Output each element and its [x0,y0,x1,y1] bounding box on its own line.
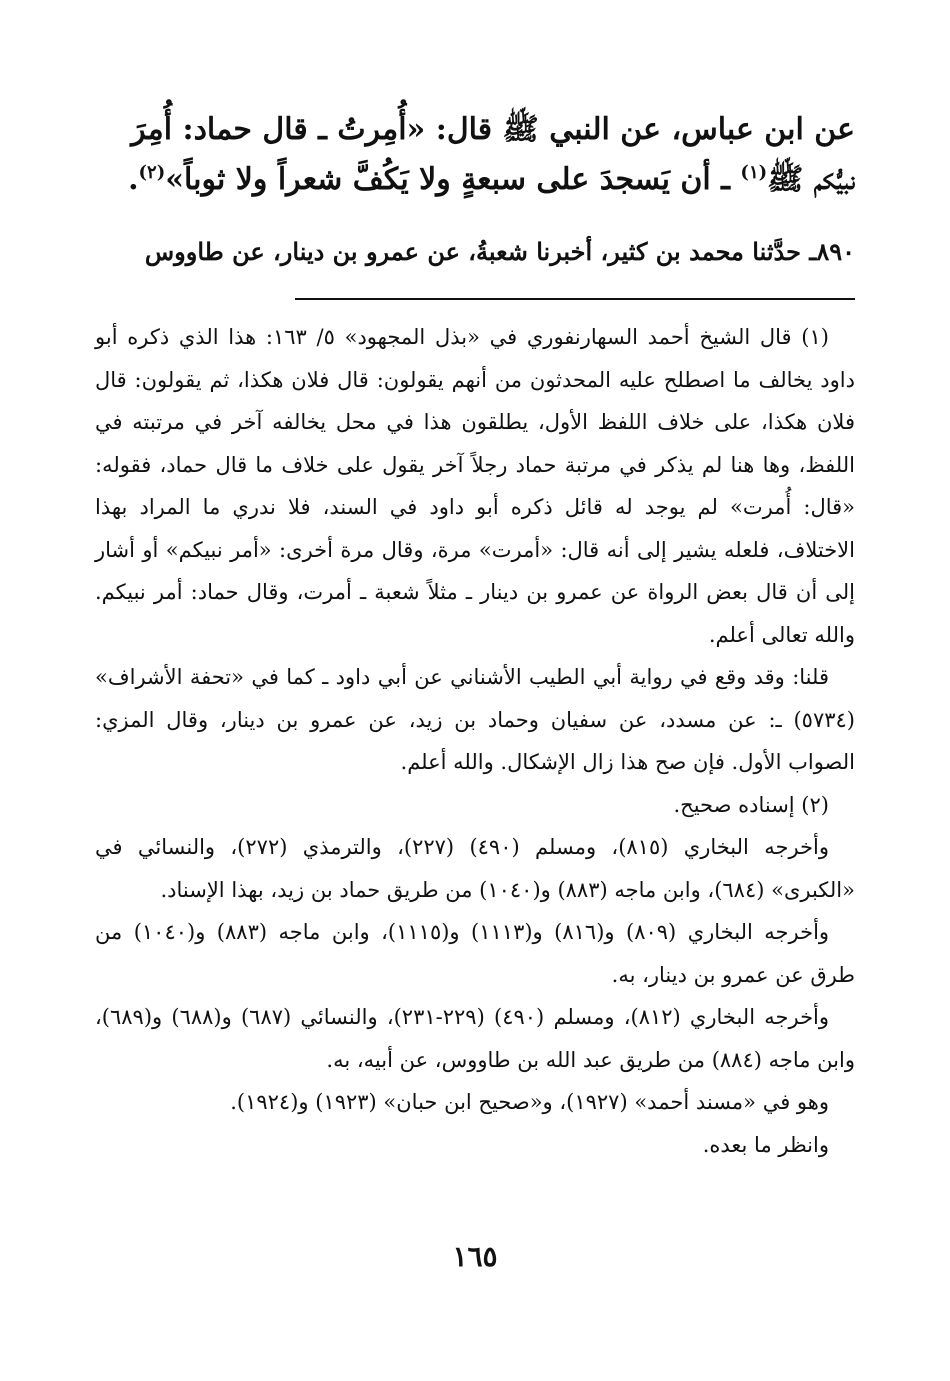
footnote-ref-1: (١) [740,162,768,183]
footnote-1-continuation: قلنا: وقد وقع في رواية أبي الطيب الأشناني عن أبي داود ـ كما في «تحفة الأشراف» (٥٧٣٤) ـ: عن مسدد، عن سفيان وحماد بن زيد، عن عمرو بن دينار، وقال المزي: الصواب الأول. فإن صح هذا زال الإشكال. والله أعلم. [95,665,855,774]
footnote-2-paragraph-4: وهو في «مسند أحمد» (١٩٢٧)، و«صحيح ابن حبان» (١٩٢٣) و(١٩٢٤). [230,1090,829,1114]
footnote-2: (٢) إسناده صحيح. [673,792,829,817]
main-line-2-start: نبيُّكم ﷺ [767,162,855,197]
footnote-2-paragraph-2: وأخرجه البخاري (٨٠٩) و(٨١٦) و(١١١٣) و(١١١٥)، وابن ماجه (٨٨٣) و(١٠٤٠) من طرق عن عمرو بن دينار، به. [95,920,855,987]
footnote-2-paragraph-5: وانظر ما بعده. [702,1132,829,1157]
footnotes [95,316,855,1166]
page-number: ١٦٥ [452,1240,498,1273]
main-line-2-end: . [128,162,139,197]
footnote-2-paragraph-3: وأخرجه البخاري (٨١٢)، ومسلم (٤٩٠) (٢٢٩-٢٣١)، والنسائي (٦٨٧) و(٦٨٨) و(٦٨٩)، وابن ماجه (٨٨٤) من طريق عبد الله بن طاووس، عن أبيه، به. [95,1005,855,1072]
footnote-2-paragraph-1: وأخرجه البخاري (٨١٥)، ومسلم (٤٩٠) (٢٢٧)، والترمذي (٢٧٢)، والنسائي في «الكبرى» (٦٨٤)، وابن ماجه (٨٨٣) و(١٠٤٠) من طريق حماد بن زيد، بهذا الإسناد. [95,835,855,902]
hadith-890-heading: ٨٩٠ـ حدَّثنا محمد بن كثير، أخبرنا شعبةُ، عن عمرو بن دينار، عن طاووس [144,237,855,266]
main-text [95,105,855,205]
footnote-separator [295,298,855,300]
main-line-2-middle: ـ أن يَسجدَ على سبعةٍ ولا يَكُفَّ شعراً ولا ثوباً» [165,162,741,197]
main-line-2 [95,155,855,205]
footnote-ref-2: (٢) [138,162,166,183]
footnote-1: (١) قال الشيخ أحمد السهارنفوري في «بذل المجهود» ٥/ ١٦٣: هذا الذي ذكره أبو داود يخالف ما اصطلح عليه المحدثون من أنهم يقولون: قال فلان هكذا، ثم يقولون: قال فلان هكذا، على خلاف اللفظ الأول، يطلقون هذا في محل يخالفه آخر في مرتبته في اللفظ، وها هنا لم يذكر في مرتبة حماد رجلاً آخر يقول على خلاف ما قال حماد، فقوله: «قال: أُمرت» لم يوجد له قائل ذكره أبو داود في السند، فلا ندري ما المراد بهذا الاختلاف، فلعله يشير إلى أنه قال: «أمرت» مرة، وقال مرة أخرى: «أمر نبيكم» أو أشار إلى أن قال بعض الرواة عن عمرو بن دينار ـ مثلاً شعبة ـ أمرت، وقال حماد: أمر نبيكم. والله تعالى أعلم. [95,325,855,647]
main-line-1: عن ابن عباس، عن النبي ﷺ قال: «أُمِرتُ ـ قال حماد: أُمِرَ [131,112,855,147]
